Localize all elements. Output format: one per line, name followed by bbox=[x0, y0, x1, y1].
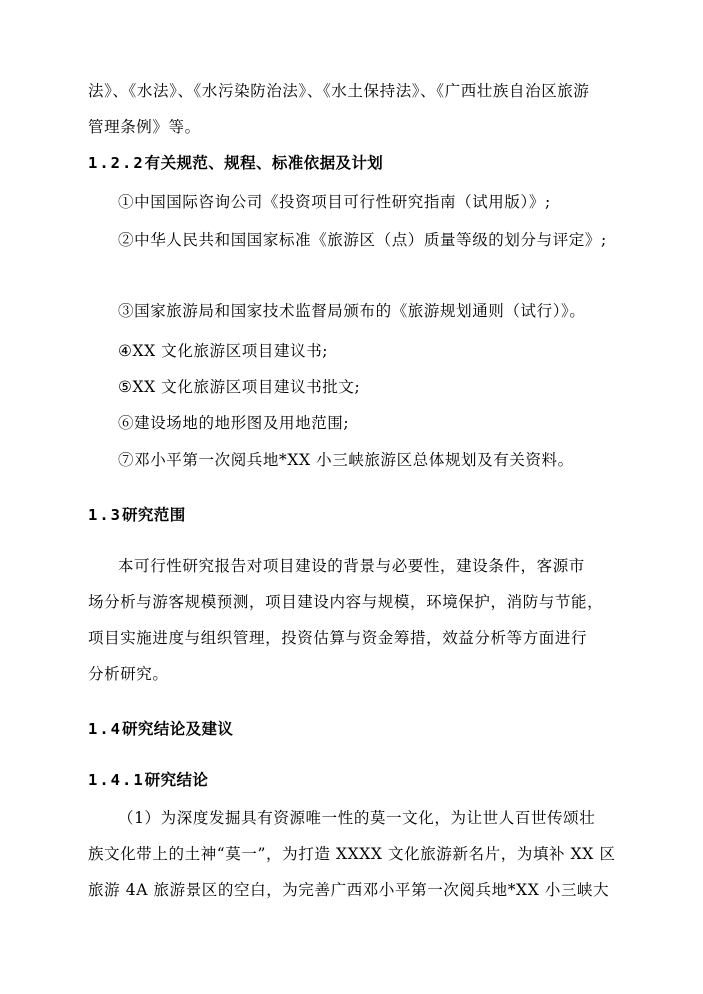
intro-line-2: 管理条例》等。 bbox=[88, 118, 201, 136]
paragraph-line: 项目实施进度与组织管理，投资估算与资金筹措，效益分析等方面进行 bbox=[88, 629, 588, 647]
section-number: 1.3 bbox=[88, 506, 122, 524]
list-item: ⑤XX 文化旅游区项目建议书批文; bbox=[118, 378, 361, 396]
intro-line-1: 法》、《水法》、《水污染防治法》、《水土保持法》、《广西壮族自治区旅游 bbox=[88, 82, 590, 100]
section-title: 有关规范、规程、标准依据及计划 bbox=[144, 153, 384, 172]
list-item: ④XX 文化旅游区项目建议书; bbox=[118, 342, 329, 360]
paragraph-line: （1）为深度发掘具有资源唯一性的莫一文化，为让世人百世传颂壮 bbox=[118, 809, 596, 827]
list-item: ③国家旅游局和国家技术监督局颁布的《旅游规划通则（试行）》。 bbox=[118, 302, 586, 320]
paragraph-line: 旅游 4A 旅游景区的空白，为完善广西邓小平第一次阅兵地*XX 小三峡大 bbox=[88, 881, 610, 899]
list-item: ⑦邓小平第一次阅兵地*XX 小三峡旅游区总体规划及有关资料。 bbox=[118, 451, 574, 469]
section-title: 研究范围 bbox=[122, 505, 186, 524]
section-number: 1.2.2 bbox=[88, 154, 145, 172]
section-heading-1-4 bbox=[88, 719, 233, 739]
section-number: 1.4 bbox=[88, 720, 122, 738]
section-heading-1-3 bbox=[88, 505, 186, 525]
section-heading-1-2-2 bbox=[88, 153, 383, 173]
section-heading-1-4-1 bbox=[88, 770, 208, 790]
section-title: 研究结论 bbox=[144, 770, 209, 789]
section-title: 研究结论及建议 bbox=[122, 719, 234, 738]
paragraph-line: 场分析与游客规模预测，项目建设内容与规模，环境保护，消防与节能， bbox=[88, 593, 604, 611]
paragraph-line: 分析研究。 bbox=[88, 665, 169, 683]
section-number: 1.4.1 bbox=[88, 771, 145, 789]
paragraph-line: 族文化带上的土神“莫一”，为打造 XXXX 文化旅游新名片，为填补 XX 区 bbox=[88, 845, 616, 863]
list-item: ⑥建设场地的地形图及用地范围; bbox=[118, 414, 350, 432]
list-item: ②中华人民共和国国家标准《旅游区（点）质量等级的划分与评定》; bbox=[118, 231, 607, 249]
list-item: ①中国国际咨询公司《投资项目可行性研究指南（试用版）》; bbox=[118, 193, 551, 211]
paragraph-line: 本可行性研究报告对项目建设的背景与必要性，建设条件，客源市 bbox=[118, 557, 585, 575]
